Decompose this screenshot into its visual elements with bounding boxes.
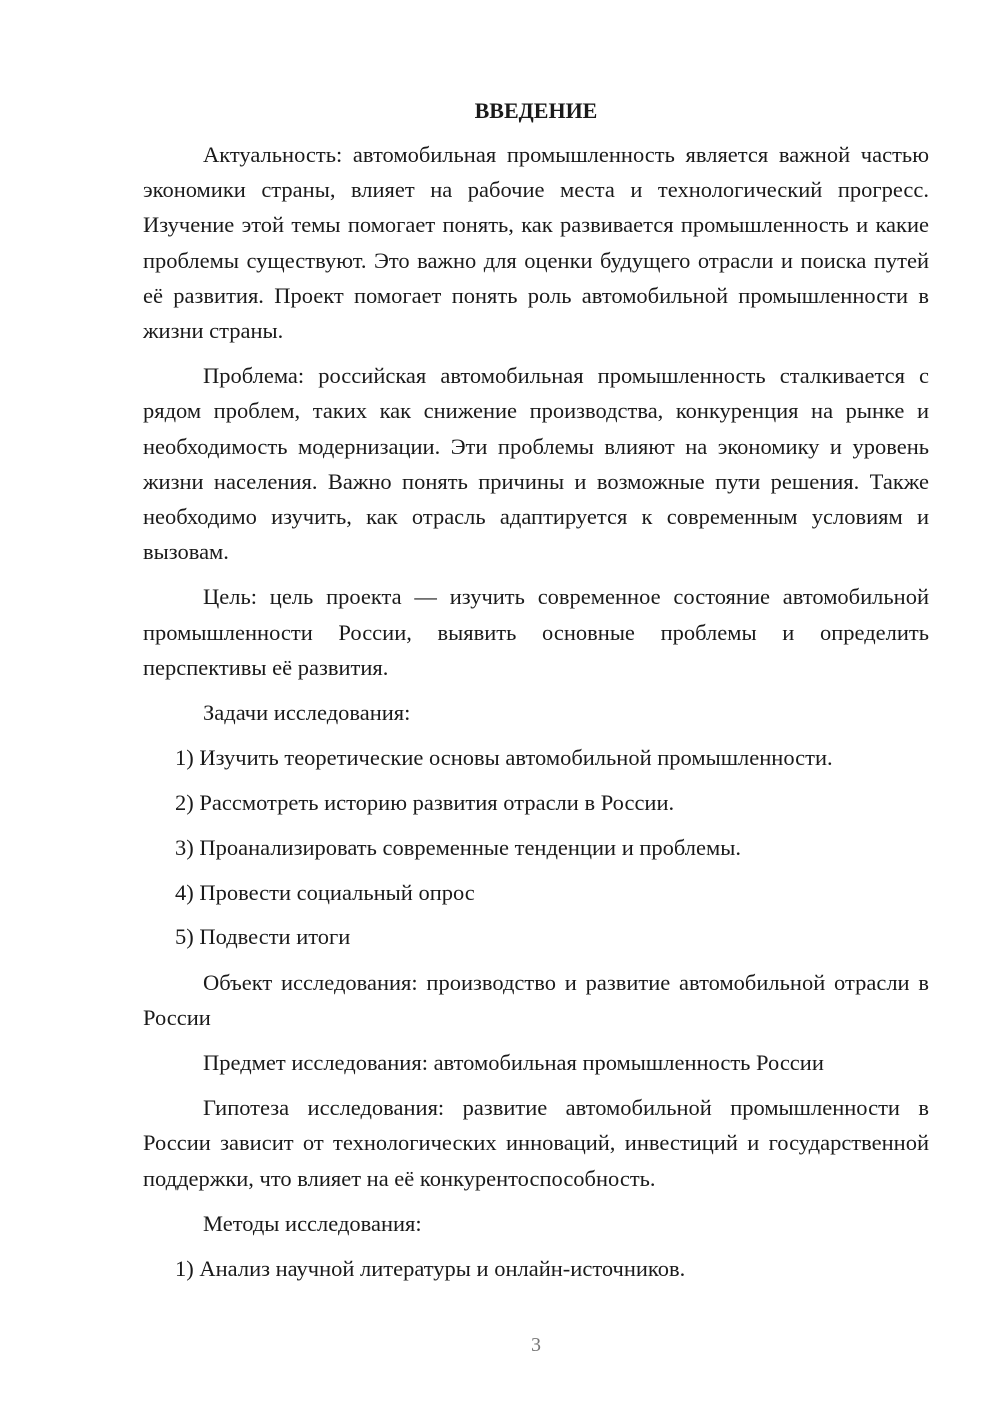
methods-list: [143, 1251, 929, 1286]
object-paragraph: Объект исследования: производство и развитие автомобильной отрасли в России: [143, 969, 929, 1030]
list-item: 2) Рассмотреть историю развития отрасли в России.: [175, 790, 675, 816]
tasks-list: [143, 740, 929, 954]
page-number: 3: [531, 1334, 541, 1356]
list-item: 1) Анализ научной литературы и онлайн-источников.: [175, 1256, 686, 1282]
list-item: 5) Подвести итоги: [175, 924, 351, 950]
subject-paragraph: Предмет исследования: автомобильная промышленность России: [203, 1050, 824, 1076]
goal-paragraph: Цель: цель проекта — изучить современное состояние автомобильной промышленности России, выявить основные проблемы и определить перспективы её развития.: [143, 584, 929, 680]
hypothesis-paragraph: Гипотеза исследования: развитие автомобильной промышленности в России зависит от технологических инноваций, инвестиций и государственной поддержки, что влияет на её конкурентоспособность.: [143, 1095, 929, 1191]
list-item: 4) Провести социальный опрос: [175, 879, 475, 905]
problem-paragraph: Проблема: российская автомобильная промышленность сталкивается с рядом проблем, таких как снижение производства, конкуренция на рынке и необходимость модернизации. Эти проблемы влияют на экономику и уровень жизни населения. Важно понять причины и возможные пути решения. Также необходимо изучить, как отрасль адаптируется к современным условиям и вызовам.: [143, 363, 929, 565]
page-content: [143, 96, 929, 1296]
relevance-paragraph: Актуальность: автомобильная промышленность является важной частью экономики страны, влияет на рабочие места и технологический прогресс. Изучение этой темы помогает понять, как развивается промышленность и какие проблемы существуют. Это важно для оценки будущего отрасли и поиска путей её развития. Проект помогает понять роль автомобильной промышленности в жизни страны.: [143, 142, 929, 344]
list-item: 1) Изучить теоретические основы автомобильной промышленности.: [175, 745, 833, 771]
list-item: 3) Проанализировать современные тенденции и проблемы.: [175, 834, 741, 860]
methods-heading: Методы исследования:: [203, 1210, 422, 1236]
tasks-heading: Задачи исследования:: [203, 700, 411, 726]
page-title: ВВЕДЕНИЕ: [474, 98, 598, 123]
